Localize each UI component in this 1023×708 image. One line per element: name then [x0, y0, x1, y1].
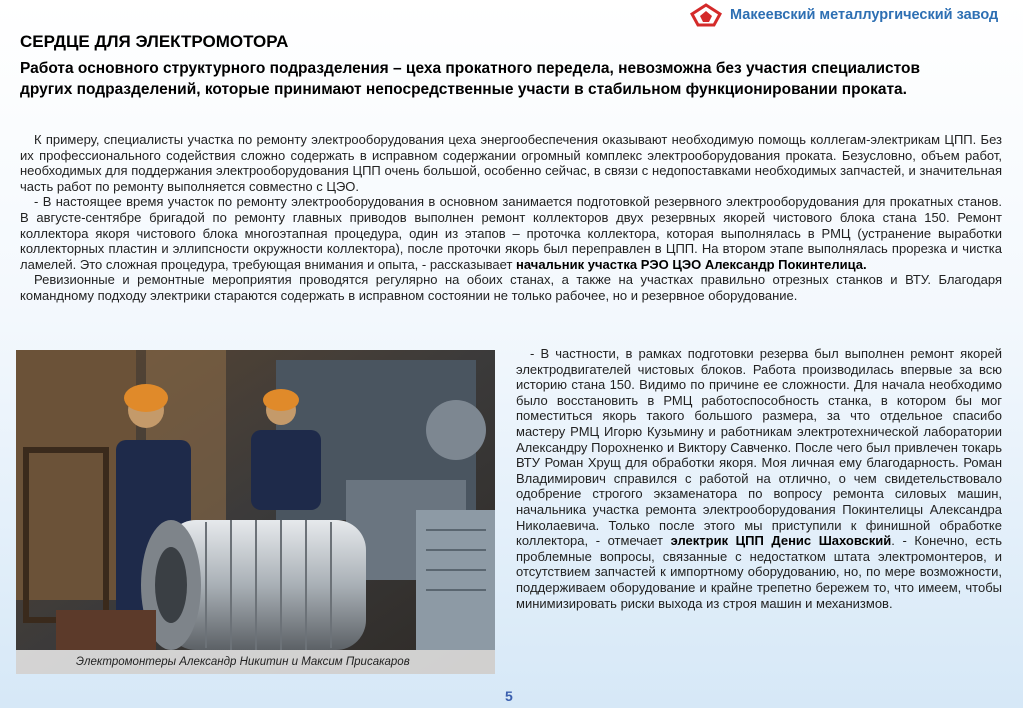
- paragraph-1: К примеру, специалисты участка по ремонту электрооборудования цеха энергообеспечения оказывают необходимую помощь коллегам-электрикам ЦПП. Без их профессионального содействия сложно содержать в исправном содержании огромный комплекс электрооборудования проката. Безусловно, объем работ, необходимых для поддержания электрооборудования ЦПП очень большой, особенно сейчас, в связи с недопоставками необходимых запчастей, и значительная часть работ по ремонту выполняется совместно с ЦЭО.: [20, 132, 1002, 194]
- page-title: СЕРДЦЕ ДЛЯ ЭЛЕКТРОМОТОРА: [20, 32, 289, 51]
- mmz-star-logo-icon: [690, 3, 722, 27]
- paragraph-4: [516, 346, 1002, 611]
- paragraph-4-text: - В частности, в рамках подготовки резерва был выполнен ремонт якорей электродвигателей чистовых блоков. Работа производилась впервые за всю историю стана 150. Видимо по причине ее сложности. Для начала необходимо было восстановить в РМЦ работоспособность станка, в котором бы мог поместиться якорь такого большого размера, за что отдельное спасибо мастеру РМЦ Игорю Кузьмину и работникам электротехнической лаборатории Александру Порохненко и Виктору Савченко. После чего был привлечен токарь ВТУ Роман Хрущ для обработки якоря. Моя личная ему благодарность. Роман Владимирович справился с работой на отлично, о чем свидетельствовало одобрение строгого экзаменатора по вопросу ремонта силовых машин, начальника участка ремонта электрооборудования Покинтелицы Александра Николаевича. Только после этого мы приступили к финишной обработке коллектора, - отмечает: [516, 346, 1002, 549]
- paragraph-4-tail: . - Конечно, есть проблемные вопросы, связанные с недостатком штата электромонтеров, и отсутствием запчастей к импортному оборудованию, но, по мере возможности, поддерживаем оборудование и крайне трепетно бережем то, что имеем, чтобы минимизировать риски выхода из строя машин и механизмов.: [516, 533, 1002, 611]
- paragraph-2-text: - В настоящее время участок по ремонту электрооборудования в основном занимается подготовкой резервного электрооборудования для прокатных станов. В августе-сентябре бригадой по ремонту главных приводов выполнен ремонт коллекторов двух резервных якорей чистового блока стана 150. Ремонт коллектора якоря чистового блока многоэтапная процедура, один из этапов – проточка коллектора, которая выполнялась в РМЦ (устранение выработки коллекторных пластин и эллипсности окружности коллектора), после проточки якорь был переправлен в ЦПП. На втором этапе выполнялась прорезка и чистка ламелей. Это сложная процедура, требующая внимания и опыта, - рассказывает: [20, 194, 1002, 272]
- paragraph-4-author: электрик ЦПП Денис Шаховский: [670, 533, 892, 549]
- article-photo: [16, 350, 495, 674]
- electricians-photo-illustration: [16, 350, 495, 674]
- company-logo: [690, 3, 998, 27]
- paragraph-2: [20, 194, 1002, 272]
- paragraph-3: Ревизионные и ремонтные мероприятия проводятся регулярно на обоих станах, а также на участках правильно отрезных станков и ВТУ. Благодаря командному подходу электрики стараются содержать в исправном состоянии не только рабочее, но и резервное оборудование.: [20, 272, 1002, 303]
- article-body-top: [20, 132, 1002, 304]
- page-number: 5: [505, 688, 513, 704]
- paragraph-2-author: начальник участка РЭО ЦЭО Александр Покинтелица.: [516, 256, 867, 272]
- company-name: Макеевский металлургический завод: [730, 7, 999, 23]
- lead-paragraph: Работа основного структурного подразделения – цеха прокатного передела, невозможна без участия специалистов других подразделений, которые принимают непосредственные участи в стабильном функционировании проката.: [20, 60, 921, 98]
- article-body-right: [516, 346, 1002, 611]
- photo-caption: Электромонтеры Александр Никитин и Максим Присакаров: [16, 650, 495, 674]
